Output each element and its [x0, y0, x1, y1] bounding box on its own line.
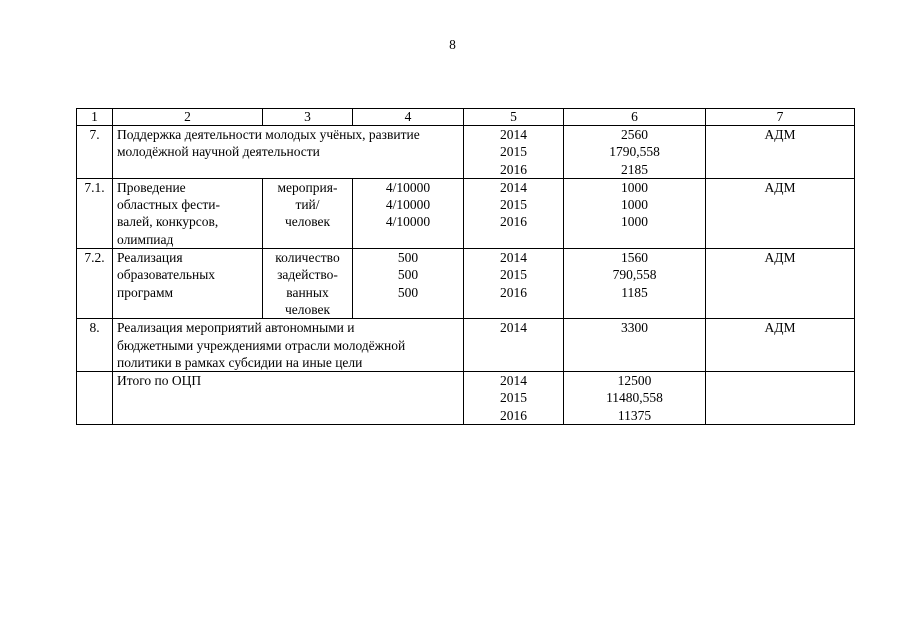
row-number: 8. [77, 319, 113, 372]
row-name [113, 319, 464, 372]
budget-table [76, 108, 855, 425]
unit-line: тий/ [295, 197, 320, 213]
year-value: 2015 [500, 390, 527, 406]
unit-line: задейство- [277, 267, 338, 283]
row-number: 7.1. [77, 178, 113, 248]
year-value: 2015 [500, 267, 527, 283]
indicator-value: 4/10000 [385, 179, 431, 195]
row-indicator [353, 178, 464, 248]
row-years [464, 178, 564, 248]
table-row-7-1 [77, 178, 855, 248]
indicator-value: 500 [397, 250, 419, 266]
amount-value: 1000 [621, 214, 648, 230]
header-col-7: 7 [706, 109, 855, 126]
row-executor: АДМ [706, 178, 855, 248]
year-value: 2014 [500, 127, 527, 142]
unit-line: человек [284, 301, 331, 317]
amount-value: 1790,558 [609, 144, 660, 160]
year-value: 2016 [500, 161, 527, 177]
amount-value: 3300 [621, 320, 648, 336]
amount-value: 1000 [621, 179, 648, 195]
amount-value: 1000 [621, 197, 648, 213]
indicator-value: 4/10000 [385, 197, 431, 213]
unit-line: количество [275, 250, 340, 266]
row-name-line: бюджетными учреждениями отрасли молодёжной [117, 337, 406, 353]
row-unit [263, 178, 353, 248]
amount-value: 2185 [621, 161, 648, 177]
header-row [77, 109, 855, 126]
header-col-5: 5 [464, 109, 564, 126]
row-name-line: Проведение [117, 179, 186, 195]
table-row-7-2 [77, 249, 855, 319]
amount-value: 2560 [621, 127, 648, 142]
year-value: 2014 [500, 373, 527, 389]
year-value: 2016 [500, 407, 527, 423]
indicator-value: 500 [397, 284, 419, 300]
indicator-value: 500 [397, 267, 419, 283]
row-name [113, 178, 263, 248]
row-name-line: молодёжной научной деятельности [117, 144, 320, 160]
amount-value: 12500 [617, 373, 652, 389]
row-years [464, 319, 564, 372]
row-years [464, 126, 564, 179]
row-amounts [564, 249, 706, 319]
amount-value: 1185 [621, 284, 648, 300]
row-executor: АДМ [706, 126, 855, 179]
row-executor: АДМ [706, 249, 855, 319]
row-name-line: валей, конкурсов, [117, 214, 219, 230]
row-executor: АДМ [706, 319, 855, 372]
year-value: 2014 [500, 320, 527, 336]
table-row-total [77, 372, 855, 425]
year-value: 2016 [500, 214, 527, 230]
year-value: 2014 [500, 179, 527, 195]
table-row-7 [77, 126, 855, 179]
row-amounts [564, 372, 706, 425]
total-label: Итого по ОЦП [113, 372, 464, 425]
row-name-line: олимпиад [117, 231, 174, 247]
row-name [113, 249, 263, 319]
unit-line: ванных [286, 284, 329, 300]
row-number: 7. [77, 126, 113, 179]
unit-line: человек [284, 214, 331, 230]
row-name-line: областных фести- [117, 197, 221, 213]
row-number-empty [77, 372, 113, 425]
row-indicator [353, 249, 464, 319]
row-amounts [564, 319, 706, 372]
year-value: 2014 [500, 250, 527, 266]
row-years [464, 372, 564, 425]
header-col-6: 6 [564, 109, 706, 126]
amount-value: 11480,558 [606, 390, 663, 406]
year-value: 2016 [500, 284, 527, 300]
row-number: 7.2. [77, 249, 113, 319]
row-name-line: Реализация мероприятий автономными и [117, 320, 355, 336]
header-col-2: 2 [113, 109, 263, 126]
amount-value: 11375 [617, 407, 652, 423]
row-name-line: Реализация [117, 250, 183, 266]
row-name [113, 126, 464, 179]
row-unit [263, 249, 353, 319]
page-number: 8 [449, 37, 456, 52]
amount-value: 1560 [621, 250, 648, 266]
row-name-line: политики в рамках субсидии на иные цели [117, 354, 363, 370]
row-executor-empty [706, 372, 855, 425]
year-value: 2015 [500, 144, 527, 160]
row-amounts [564, 126, 706, 179]
row-name-line: Поддержка деятельности молодых учёных, развитие [117, 127, 420, 142]
indicator-value: 4/10000 [385, 214, 431, 230]
year-value: 2015 [500, 197, 527, 213]
unit-line: мероприя- [277, 179, 338, 195]
row-amounts [564, 178, 706, 248]
amount-value: 790,558 [612, 267, 657, 283]
header-col-1: 1 [77, 109, 113, 126]
row-name-line: программ [117, 284, 174, 300]
table-row-8 [77, 319, 855, 372]
header-col-4: 4 [353, 109, 464, 126]
row-name-line: образовательных [117, 267, 216, 283]
row-years [464, 249, 564, 319]
header-col-3: 3 [263, 109, 353, 126]
